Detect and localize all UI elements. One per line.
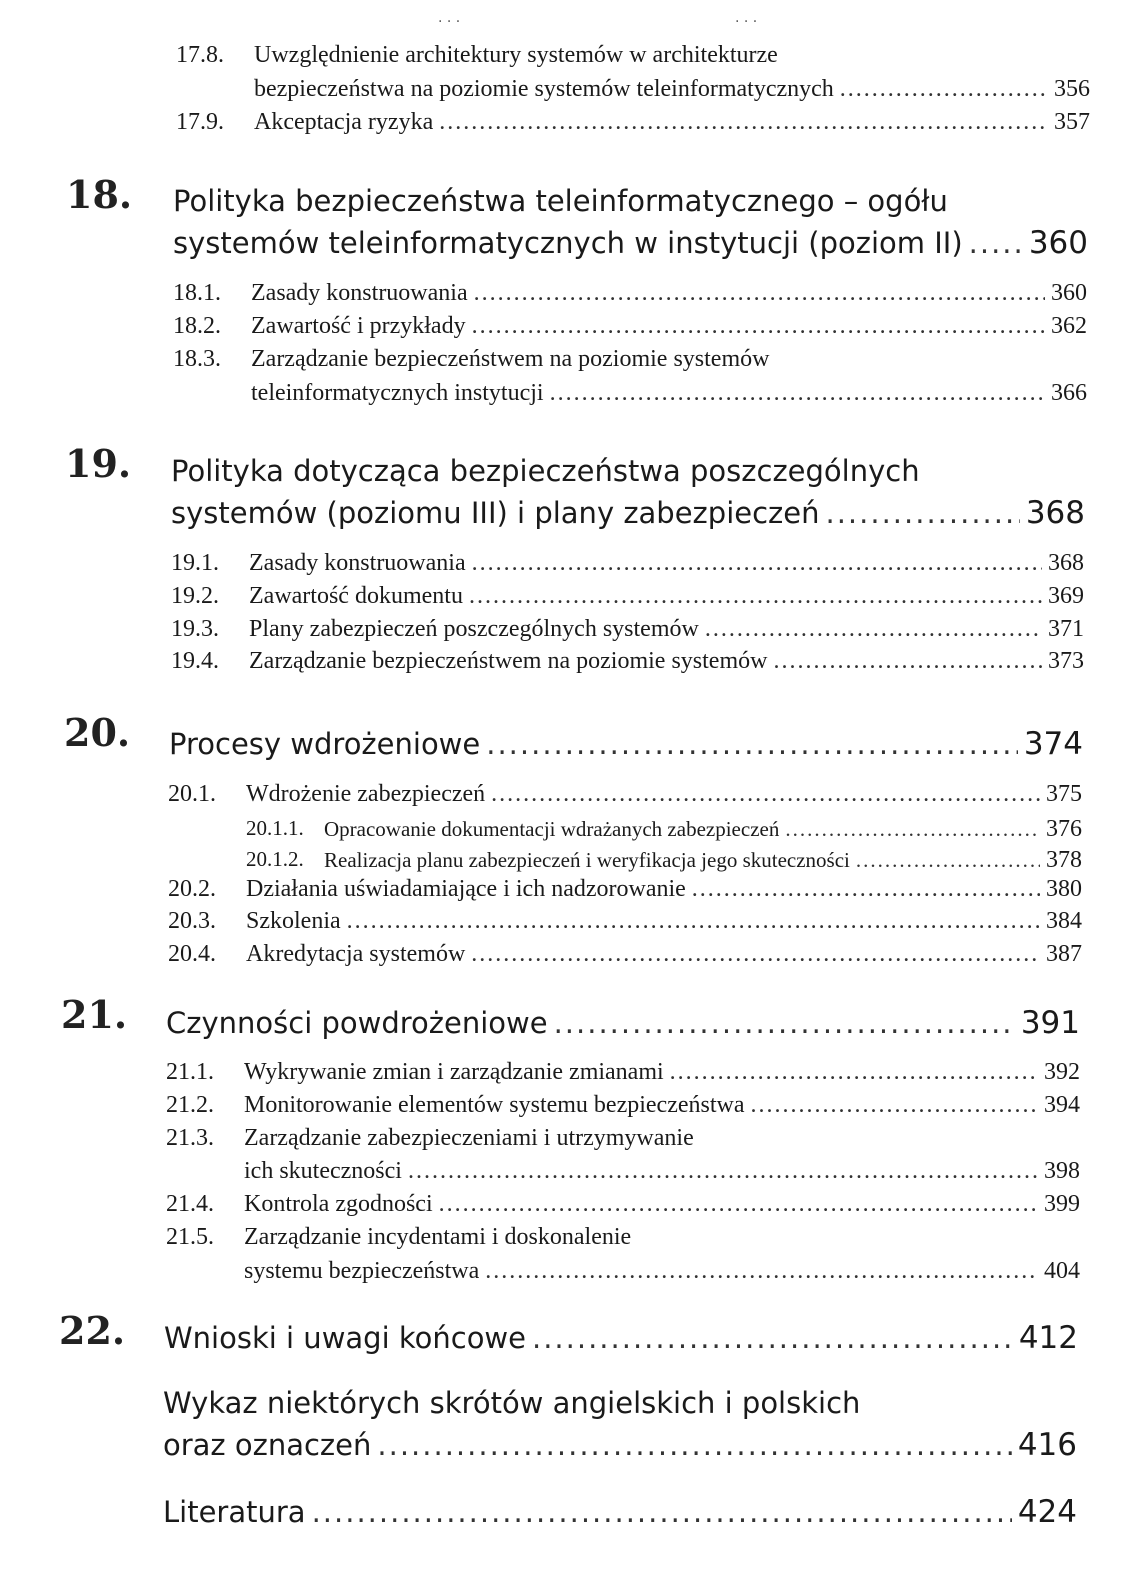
page-number: 373 — [1048, 648, 1084, 674]
chapter-number: 21. — [61, 992, 128, 1037]
entry-number: 21.4. — [166, 1191, 214, 1217]
page-number: 371 — [1048, 616, 1084, 642]
dot-leader — [474, 280, 1045, 307]
chapter-title: Czynności powdrożeniowe — [166, 1006, 548, 1040]
page-number: 368 — [1048, 550, 1084, 576]
chapter-title-line1: Polityka bezpieczeństwa teleinformatycznego – ogółu — [173, 184, 948, 218]
dot-leader — [554, 1006, 1015, 1040]
page-number: 384 — [1046, 908, 1082, 934]
entry-title: Akredytacja systemów — [246, 941, 466, 967]
entry-title-line2: teleinformatycznych instytucji — [251, 380, 544, 406]
dot-leader — [472, 313, 1045, 340]
dot-leader — [469, 583, 1042, 610]
dot-leader — [785, 817, 1040, 842]
entry-number: 19.1. — [171, 550, 219, 576]
page-number: 394 — [1044, 1092, 1080, 1118]
dot-leader — [825, 496, 1019, 530]
page-number: 374 — [1023, 726, 1083, 762]
dot-leader — [969, 226, 1023, 260]
chapter-title-line2: systemów (poziomu III) i plany zabezpieczeń — [171, 496, 820, 530]
page-number: 404 — [1044, 1258, 1080, 1284]
entry-title-line1: Uwzględnienie architektury systemów w architekturze — [254, 42, 778, 68]
page-number: 378 — [1046, 847, 1082, 873]
page-number: 369 — [1048, 583, 1084, 609]
chapter-number: 19. — [65, 441, 132, 486]
entry-title: Wykrywanie zmian i zarządzanie zmianami — [244, 1059, 664, 1085]
entry-number: 20.3. — [168, 908, 216, 934]
entry-number: 18.2. — [173, 313, 221, 339]
page-number: 380 — [1046, 876, 1082, 902]
page-number: 399 — [1044, 1191, 1080, 1217]
scan-speck: · · · — [438, 14, 461, 30]
chapter-title: Wnioski i uwagi końcowe — [164, 1321, 526, 1355]
page-number: 362 — [1051, 313, 1087, 339]
dot-leader — [751, 1092, 1038, 1119]
dot-leader — [485, 1258, 1038, 1285]
entry-title: Opracowanie dokumentacji wdrażanych zabezpieczeń — [324, 817, 780, 841]
page-number: 368 — [1025, 495, 1085, 531]
entry-title: Realizacja planu zabezpieczeń i weryfikacja jego skuteczności — [324, 848, 850, 872]
dot-leader — [491, 781, 1040, 808]
chapter-title-line1: Polityka dotycząca bezpieczeństwa poszczególnych — [171, 454, 920, 488]
chapter-number: 22. — [59, 1308, 126, 1353]
entry-number: 20.1.2. — [246, 847, 304, 871]
page-number: 360 — [1051, 280, 1087, 306]
dot-leader — [312, 1495, 1012, 1529]
page-number: 412 — [1018, 1320, 1078, 1356]
scan-speck: · · · — [735, 14, 758, 30]
dot-leader — [856, 848, 1040, 873]
dot-leader — [692, 876, 1040, 903]
entry-number: 19.2. — [171, 583, 219, 609]
entry-number: 17.8. — [176, 42, 224, 68]
dot-leader — [486, 727, 1018, 761]
dot-leader — [472, 550, 1042, 577]
entry-number: 21.5. — [166, 1224, 214, 1250]
page-number: 392 — [1044, 1059, 1080, 1085]
page-number: 357 — [1054, 109, 1090, 135]
entry-title-line1: Zarządzanie bezpieczeństwem na poziomie systemów — [251, 346, 770, 372]
entry-number: 19.4. — [171, 648, 219, 674]
entry-number: 20.1.1. — [246, 816, 304, 840]
entry-title-line1: Zarządzanie zabezpieczeniami i utrzymywanie — [244, 1125, 694, 1151]
page-number: 356 — [1054, 76, 1090, 102]
dot-leader — [471, 941, 1040, 968]
entry-title: Szkolenia — [246, 908, 341, 934]
abbreviations-title-line1: Wykaz niektórych skrótów angielskich i polskich — [163, 1386, 861, 1420]
dot-leader — [550, 380, 1045, 407]
entry-number: 21.1. — [166, 1059, 214, 1085]
page-number: 398 — [1044, 1158, 1080, 1184]
entry-title: Działania uświadamiające i ich nadzorowanie — [246, 876, 686, 902]
entry-number: 18.1. — [173, 280, 221, 306]
page-number: 416 — [1017, 1427, 1077, 1463]
page-number: 376 — [1046, 816, 1082, 842]
dot-leader — [408, 1158, 1038, 1185]
chapter-number: 18. — [66, 172, 133, 217]
dot-leader — [773, 648, 1042, 675]
page-number: 387 — [1046, 941, 1082, 967]
entry-title: Zarządzanie bezpieczeństwem na poziomie systemów — [249, 648, 768, 674]
entry-number: 21.3. — [166, 1125, 214, 1151]
entry-title: Akceptacja ryzyka — [254, 109, 434, 135]
page-number: 366 — [1051, 380, 1087, 406]
abbreviations-title-line2: oraz oznaczeń — [163, 1428, 372, 1462]
dot-leader — [840, 76, 1048, 103]
chapter-number: 20. — [64, 710, 131, 755]
entry-title-line2: ich skuteczności — [244, 1158, 402, 1184]
dot-leader — [670, 1059, 1038, 1086]
dot-leader — [377, 1428, 1011, 1462]
literature-title: Literatura — [163, 1495, 306, 1529]
entry-title: Kontrola zgodności — [244, 1191, 433, 1217]
entry-title: Plany zabezpieczeń poszczególnych systemów — [249, 616, 699, 642]
dot-leader — [532, 1321, 1013, 1355]
entry-number: 20.1. — [168, 781, 216, 807]
dot-leader — [439, 109, 1048, 136]
page-number: 360 — [1028, 225, 1088, 261]
page-number: 375 — [1046, 781, 1082, 807]
entry-number: 18.3. — [173, 346, 221, 372]
entry-title: Zawartość dokumentu — [249, 583, 463, 609]
dot-leader — [439, 1191, 1038, 1218]
entry-title-line2: systemu bezpieczeństwa — [244, 1258, 480, 1284]
page-number: 391 — [1020, 1005, 1080, 1041]
entry-title-line2: bezpieczeństwa na poziomie systemów teleinformatycznych — [254, 76, 834, 102]
entry-title: Zawartość i przykłady — [251, 313, 466, 339]
chapter-title: Procesy wdrożeniowe — [169, 727, 481, 761]
dot-leader — [347, 908, 1040, 935]
entry-number: 19.3. — [171, 616, 219, 642]
entry-number: 20.2. — [168, 876, 216, 902]
entry-number: 21.2. — [166, 1092, 214, 1118]
entry-number: 17.9. — [176, 109, 224, 135]
entry-title-line1: Zarządzanie incydentami i doskonalenie — [244, 1224, 632, 1250]
entry-number: 20.4. — [168, 941, 216, 967]
page-number: 424 — [1017, 1494, 1077, 1530]
dot-leader — [705, 616, 1042, 643]
entry-title: Zasady konstruowania — [249, 550, 466, 576]
entry-title: Monitorowanie elementów systemu bezpieczeństwa — [244, 1092, 745, 1118]
chapter-title-line2: systemów teleinformatycznych w instytucji (poziom II) — [173, 226, 963, 260]
entry-title: Zasady konstruowania — [251, 280, 468, 306]
entry-title: Wdrożenie zabezpieczeń — [246, 781, 486, 807]
